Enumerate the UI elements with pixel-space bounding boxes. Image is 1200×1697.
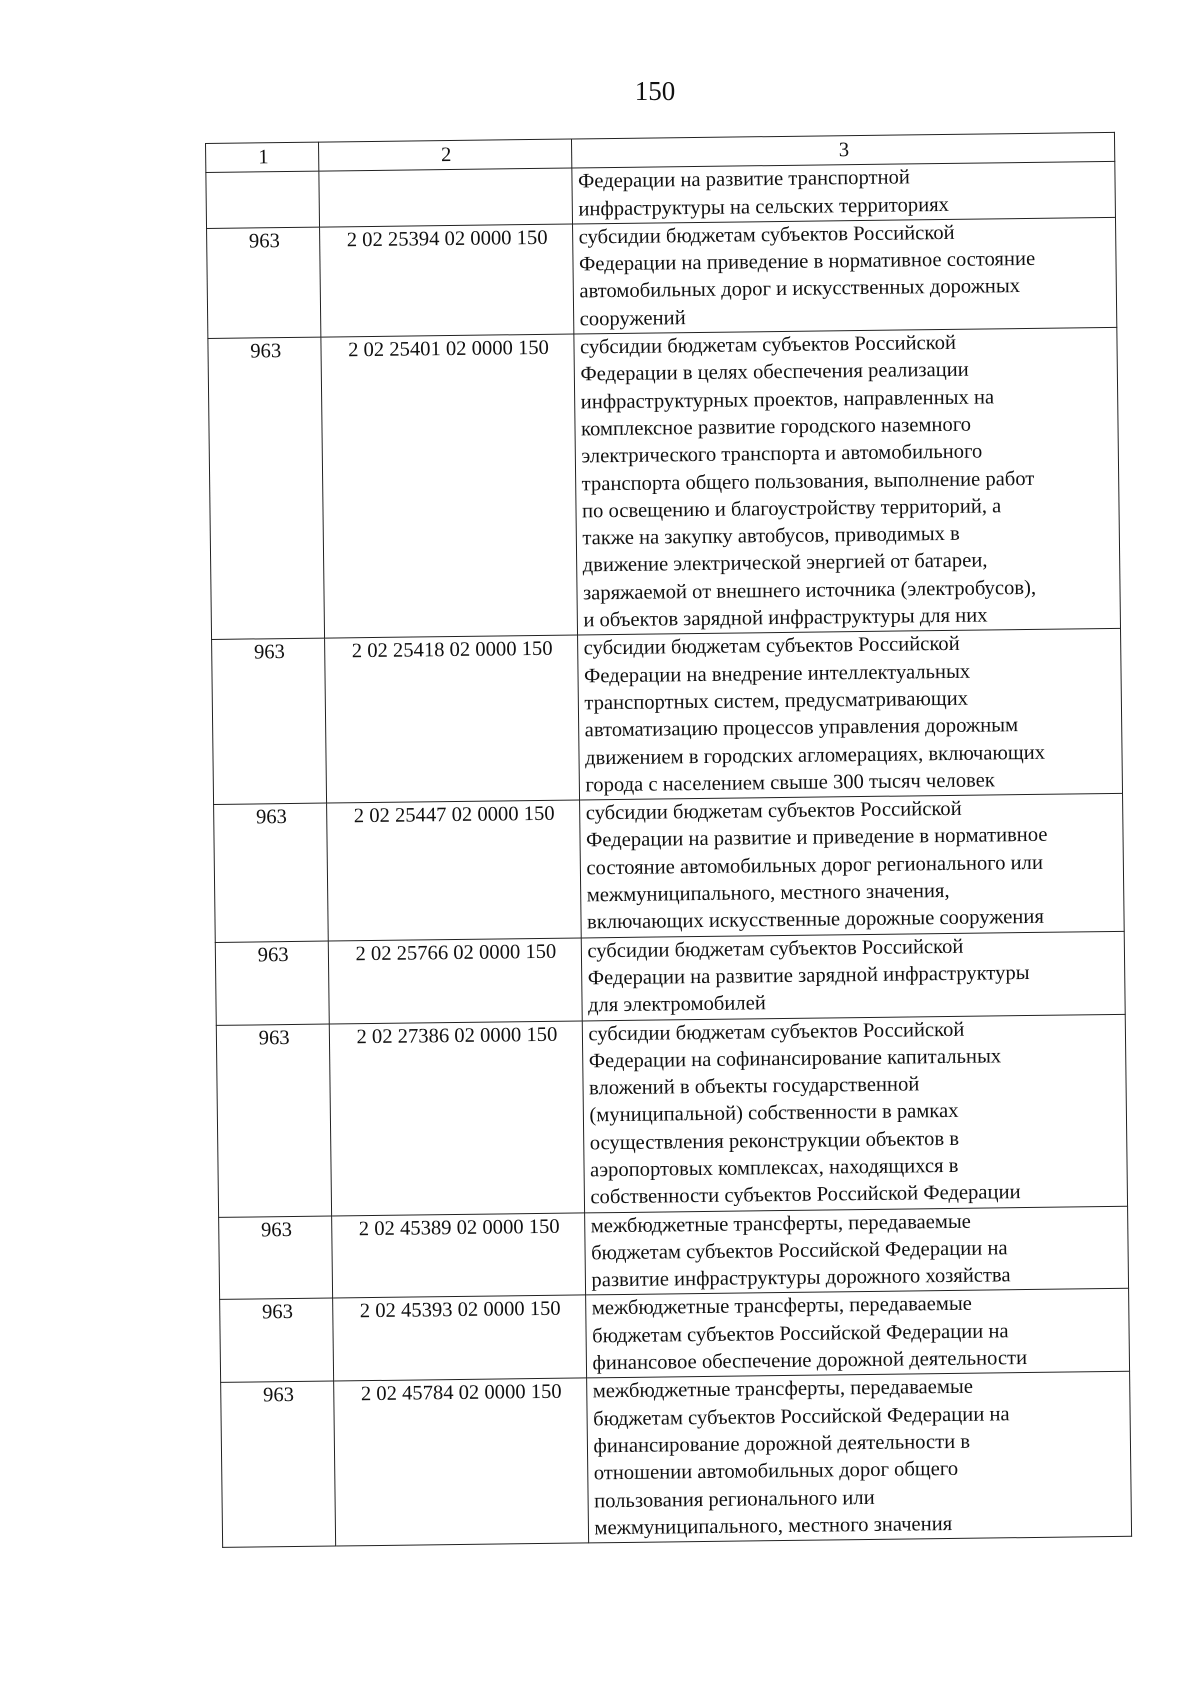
description-line: субсидии бюджетам субъектов Российской — [578, 221, 955, 249]
description-line: состояние автомобильных дорог регионального или — [586, 851, 1044, 880]
description-line: межмуниципального, местного значения — [594, 1512, 953, 1540]
admin-code-cell: 963 — [216, 1024, 332, 1217]
description-line: осуществления реконструкции объектов в — [589, 1127, 960, 1155]
description-cell — [582, 1014, 1128, 1213]
description-cell — [572, 217, 1117, 334]
description-line: по освещению и благоустройству территорий, а — [581, 495, 1002, 523]
budget-code-cell — [319, 168, 572, 227]
description-line: транспортных систем, предусматривающих — [584, 687, 969, 715]
table-row — [212, 629, 1123, 805]
description-cell — [586, 1372, 1131, 1543]
table-row — [215, 931, 1125, 1025]
budget-code-cell: 2 02 25447 02 0000 150 — [327, 800, 581, 941]
budget-classification-table — [205, 132, 1132, 1548]
description-line: межбюджетные трансферты, передаваемые — [591, 1293, 973, 1320]
budget-code-cell: 2 02 25401 02 0000 150 — [321, 334, 577, 638]
description-line: и объектов зарядной инфраструктуры для них — [583, 604, 988, 632]
description-line: Федерации на развитие транспортной — [577, 166, 911, 193]
table-row — [219, 1206, 1129, 1300]
description-line: инфраструктурных проектов, направленных на — [580, 386, 995, 414]
admin-code-cell: 963 — [208, 337, 325, 640]
admin-code-cell — [206, 171, 320, 228]
description-line: города с населением свыше 300 тысяч человек — [585, 769, 995, 797]
description-line: развитие инфраструктуры дорожного хозяйства — [591, 1264, 1011, 1292]
budget-code-cell: 2 02 25766 02 0000 150 — [329, 938, 582, 1024]
description-line: заряжаемой от внешнего источника (электробусов), — [582, 576, 1037, 605]
admin-code-cell: 963 — [214, 803, 329, 942]
description-line: субсидии бюджетам субъектов Российской — [588, 1018, 965, 1045]
description-line: финансовое обеспечение дорожной деятельности — [592, 1347, 1028, 1375]
description-line: Федерации на софинансирование капитальных — [588, 1045, 1002, 1073]
description-cell — [581, 931, 1125, 1021]
table-row — [208, 327, 1121, 639]
description-line: субсидии бюджетам субъектов Российской — [583, 633, 960, 660]
description-line: Федерации на внедрение интеллектуальных — [583, 660, 971, 688]
description-line: движение электрической энергией от батареи, — [582, 549, 988, 577]
description-line: межмуниципального, местного значения, — [586, 879, 950, 907]
description-line: инфраструктуры на сельских территориях — [578, 193, 950, 221]
description-line: субсидии бюджетам субъектов Российской — [587, 935, 964, 962]
header-cell-1: 1 — [206, 142, 320, 173]
admin-code-cell: 963 — [220, 1298, 334, 1382]
budget-code-cell: 2 02 45389 02 0000 150 — [332, 1213, 585, 1299]
description-line: комплексное развитие городского наземного — [580, 413, 972, 441]
description-cell — [577, 629, 1122, 800]
description-cell — [579, 793, 1124, 937]
description-line: бюджетам субъектов Российской Федерации на — [592, 1320, 1009, 1348]
admin-code-cell: 963 — [221, 1381, 336, 1547]
description-line: субсидии бюджетам субъектов Российской — [579, 331, 957, 359]
budget-code-cell: 2 02 25394 02 0000 150 — [320, 224, 573, 337]
description-line: включающих искусственные дорожные сооружения — [586, 906, 1044, 934]
header-cell-2: 2 — [319, 139, 571, 171]
admin-code-cell: 963 — [215, 941, 329, 1025]
description-line: пользования регионального или — [594, 1486, 875, 1512]
table-row — [214, 793, 1125, 942]
table-row — [207, 217, 1117, 338]
description-line: Федерации на развитие зарядной инфраструктуры — [587, 961, 1030, 990]
description-line: финансирование дорожной деятельности в — [593, 1430, 971, 1458]
table-row — [220, 1289, 1130, 1383]
description-line: автомобильных дорог и искусственных дорожных — [579, 275, 1021, 303]
description-line: сооружений — [579, 306, 686, 331]
description-line: отношении автомобильных дорог общего — [593, 1458, 959, 1485]
description-line: межбюджетные трансферты, передаваемые — [590, 1210, 972, 1237]
description-line: Федерации в целях обеспечения реализации — [580, 359, 969, 386]
description-line: электрического транспорта и автомобильного — [581, 440, 983, 468]
description-line: Федерации на приведение в нормативное состояние — [578, 248, 1036, 276]
description-line: транспорта общего пользования, выполнение работ — [581, 467, 1035, 495]
description-line: для электромобилей — [587, 992, 766, 1017]
admin-code-cell: 963 — [207, 227, 322, 339]
admin-code-cell: 963 — [212, 638, 327, 804]
description-line: Федерации на развитие и приведение в нормативное — [585, 824, 1048, 852]
table-row — [221, 1372, 1132, 1548]
admin-code-cell: 963 — [219, 1216, 333, 1300]
description-line: также на закупку автобусов, приводимых в — [582, 522, 960, 550]
description-line: вложений в объекты государственной — [588, 1073, 920, 1100]
description-line: межбюджетные трансферты, передаваемые — [592, 1376, 974, 1403]
table-row — [216, 1014, 1127, 1217]
description-line: (муниципальной) собственности в рамках — [589, 1100, 959, 1127]
header-cell-3: 3 — [571, 132, 1115, 168]
description-line: субсидии бюджетам субъектов Российской — [585, 797, 962, 825]
budget-code-cell: 2 02 25418 02 0000 150 — [325, 635, 579, 803]
description-cell — [584, 1206, 1128, 1296]
description-line: аэропортовых комплексах, находящихся в — [589, 1154, 959, 1182]
budget-code-cell: 2 02 45784 02 0000 150 — [334, 1378, 588, 1546]
description-line: автоматизацию процессов управления дорожным — [584, 714, 1019, 742]
description-line: бюджетам субъектов Российской Федерации на — [593, 1402, 1010, 1431]
description-line: движением в городских агломерациях, включающих — [584, 741, 1046, 769]
description-cell — [585, 1289, 1129, 1379]
description-cell — [571, 162, 1115, 224]
description-cell — [573, 327, 1120, 635]
description-line: собственности субъектов Российской Федерации — [590, 1181, 1021, 1209]
description-line: бюджетам субъектов Российской Федерации на — [590, 1237, 1008, 1265]
page-number: 150 — [634, 76, 676, 106]
budget-code-cell: 2 02 45393 02 0000 150 — [333, 1295, 586, 1381]
budget-code-cell: 2 02 27386 02 0000 150 — [330, 1020, 584, 1215]
